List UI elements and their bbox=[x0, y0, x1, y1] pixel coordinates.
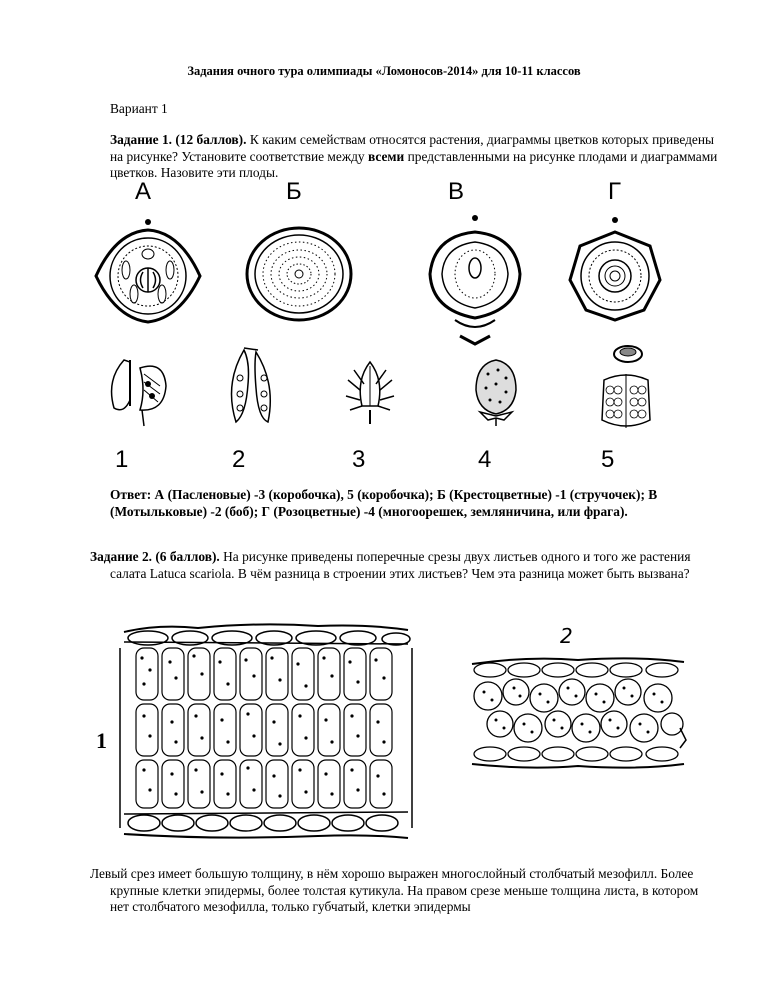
leaf-section-1 bbox=[118, 618, 418, 848]
fruit-number-4: 4 bbox=[478, 446, 492, 473]
flower-diagram-b bbox=[244, 226, 354, 326]
fruit-number-1: 1 bbox=[115, 446, 129, 473]
diagram-letter-v: В bbox=[448, 178, 465, 205]
task2-answer: Левый срез имеет большую толщину, в нём хорошо выражен многослойный столбчатый мезофилл. Более крупные клетки эпидермы, более толстая кутикула. На правом срезе меньше толщина листа, в котором нет столбчатого мезофилла, только губчатый, клетки эпидермы bbox=[90, 866, 699, 914]
leaf-label-1: 1 bbox=[96, 728, 107, 753]
task2-heading: Задание 2. (6 баллов). bbox=[90, 549, 220, 564]
fruit-1 bbox=[104, 350, 176, 430]
fruit-number-5: 5 bbox=[601, 446, 615, 473]
fruit-3 bbox=[340, 350, 400, 426]
task2-question: На рисунке приведены поперечные срезы двух листьев одного и того же растения салата Latuca scariola. В чём разница в строении этих листьев? Чем эта разница может быть вызвана? bbox=[110, 549, 691, 581]
flower-diagram-g bbox=[560, 210, 670, 330]
task1-heading: Задание 1. (12 баллов). bbox=[110, 132, 247, 147]
flower-diagram-a bbox=[100, 210, 210, 330]
fruit-number-3: 3 bbox=[352, 446, 366, 473]
page-title: Задания очного тура олимпиады «Ломоносов-2014» для 10-11 классов bbox=[187, 64, 581, 78]
diagram-letter-g: Г bbox=[608, 178, 621, 205]
task1-question-b: представленными на рисунке плодами и диаграммами цветков. Назовите эти плоды. bbox=[110, 148, 718, 180]
diagram-letter-b: Б bbox=[286, 178, 302, 205]
fruit-5 bbox=[594, 340, 658, 436]
fruit-2 bbox=[222, 344, 282, 428]
task1-answer: Ответ: А (Пасленовые) -3 (коробочка), 5 (коробочка); Б (Крестоцветные) -1 (стручочек); В (Мотыльковые) -2 (боб); Г (Розоцветные) -4 (многоорешек, земляничина, или фрага). bbox=[110, 487, 658, 519]
leaf-section-2 bbox=[468, 648, 688, 778]
leaf-label-2: 2 bbox=[560, 624, 573, 648]
diagram-letter-a: А bbox=[135, 178, 152, 205]
task1-text bbox=[110, 132, 720, 182]
task2-text bbox=[90, 549, 720, 582]
variant-label: Вариант 1 bbox=[110, 101, 168, 116]
task1-emphasis: всеми bbox=[367, 148, 405, 164]
fruit-number-2: 2 bbox=[232, 446, 246, 473]
flower-diagram-v bbox=[420, 210, 530, 350]
task1-question-a: К каким семействам относятся растения, диаграммы цветков которых приведены на рисунке? Установите соответствие между bbox=[110, 132, 715, 164]
fruit-4 bbox=[470, 354, 524, 428]
